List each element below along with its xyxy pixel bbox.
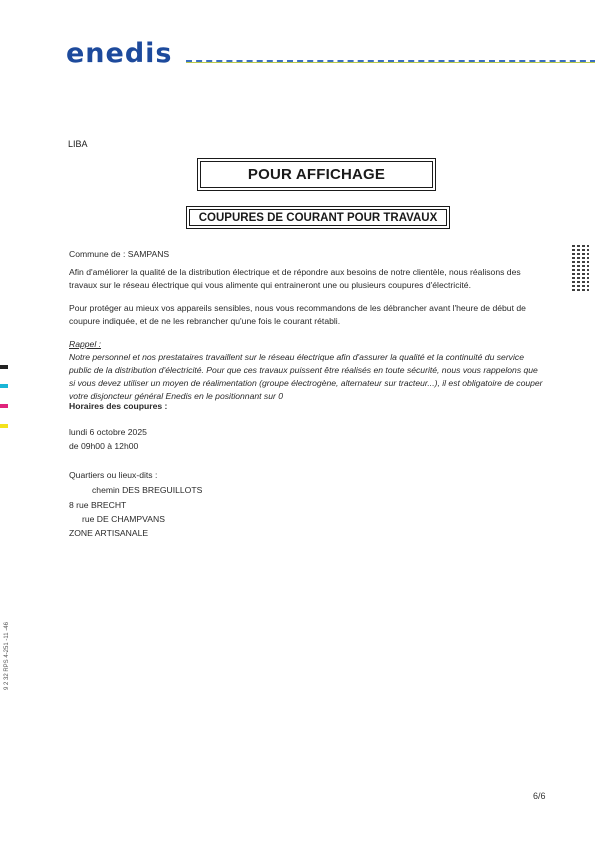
schedule-time: de 09h00 à 12h00 [69, 441, 139, 451]
print-mark-magenta [0, 404, 8, 408]
enedis-logo: enedis [66, 38, 173, 69]
print-mark-yellow [0, 424, 8, 428]
qr-code [572, 243, 589, 291]
header-rule-secondary [186, 62, 595, 63]
places-heading: Quartiers ou lieux-dits : [69, 470, 158, 480]
advice-paragraph: Pour protéger au mieux vos appareils sensibles, nous vous recommandons de les débrancher avant l'heure de début de coupure indiquée, et de ne les rebrancher qu'une fois le courant rétabli. [69, 303, 526, 326]
title-box [197, 158, 436, 191]
reminder-block [69, 338, 545, 403]
subtitle-box [186, 206, 450, 229]
schedule-heading: Horaires des coupures : [69, 401, 168, 411]
reminder-title: Rappel : [69, 339, 102, 349]
page-number: 6/6 [533, 791, 546, 801]
place-item: rue DE CHAMPVANS [82, 514, 165, 524]
side-margin-text: 9 2 32 RPS 4-251 -11 -46 [4, 622, 10, 690]
place-item: chemin DES BREGUILLOTS [92, 485, 203, 495]
place-item: ZONE ARTISANALE [69, 528, 149, 538]
print-mark-cyan [0, 384, 8, 388]
commune-line: Commune de : SAMPANS [69, 249, 170, 259]
page-subtitle: COUPURES DE COURANT POUR TRAVAUX [198, 211, 438, 224]
schedule-date: lundi 6 octobre 2025 [69, 427, 147, 437]
place-item: 8 rue BRECHT [69, 500, 127, 510]
intro-paragraph: Afin d'améliorer la qualité de la distribution électrique et de répondre aux besoins de notre clientèle, nous réalisons des travaux sur le réseau électrique qui vous alimente qui entraineront une ou plusieurs coupures d'électricité. [69, 267, 521, 290]
page-title: POUR AFFICHAGE [247, 166, 386, 183]
reminder-text: Notre personnel et nos prestataires travaillent sur le réseau électrique afin d'assurer la qualité et la continuité du service public de la distribution d'électricité. Pour que ces travaux puissent être réalisés en toute sécurité, nous vous rappelons que si vous devez utiliser un moyen de réalimentation (groupe électrogène, alternateur sur tracteur...), il est obligatoire de couper votre disjoncteur général Enedis en le positionnant sur 0 [69, 352, 543, 401]
print-mark-black [0, 365, 8, 369]
reference-code: LIBA [68, 139, 88, 149]
